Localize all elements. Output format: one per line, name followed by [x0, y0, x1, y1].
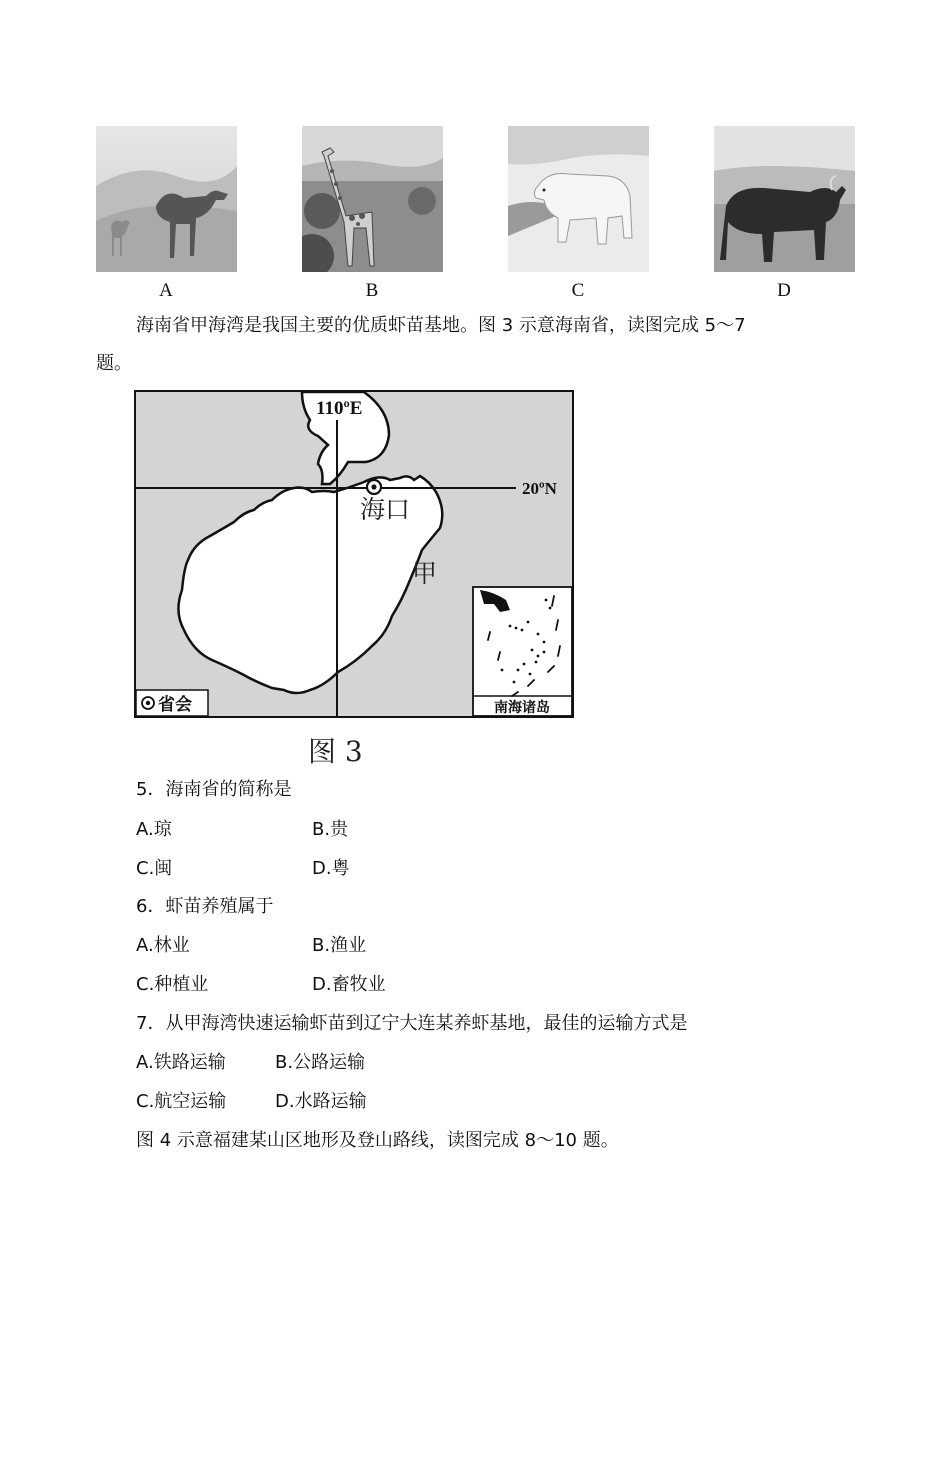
photo-label-c: C [571, 280, 585, 301]
yak-photo [714, 126, 855, 272]
legend-label: 省会 [158, 695, 192, 715]
photo-label-b: B [365, 280, 379, 301]
longitude-label: 110ºE [316, 398, 363, 419]
q6-option-c[interactable]: C.种植业 [136, 974, 209, 995]
intro-line-1: 海南省甲海湾是我国主要的优质虾苗基地。图 3 示意海南省，读图完成 5～7 [136, 315, 746, 336]
question-5-stem: 5．海南省的简称是 [136, 779, 292, 800]
photo-label-d: D [777, 280, 791, 301]
bay-label: 甲 [412, 559, 438, 588]
q6-option-a[interactable]: A.林业 [136, 935, 190, 956]
question-7-stem: 7．从甲海湾快速运输虾苗到辽宁大连某养虾基地，最佳的运输方式是 [136, 1013, 688, 1034]
hainan-map [134, 390, 574, 718]
q7-option-d[interactable]: D.水路运输 [275, 1091, 367, 1112]
inset-label: 南海诸岛 [494, 700, 550, 716]
q7-option-a[interactable]: A.铁路运输 [136, 1052, 226, 1073]
q7-option-b[interactable]: B.公路运输 [275, 1052, 366, 1073]
q6-option-b[interactable]: B.渔业 [312, 935, 367, 956]
q5-option-b[interactable]: B.贵 [312, 819, 349, 840]
latitude-label: 20ºN [522, 479, 557, 498]
question-6-stem: 6．虾苗养殖属于 [136, 896, 274, 917]
giraffe-photo [302, 126, 443, 272]
q5-option-d[interactable]: D.粤 [312, 858, 350, 879]
figure-caption: 图 3 [308, 735, 363, 768]
q5-option-c[interactable]: C.闽 [136, 858, 173, 879]
q7-option-c[interactable]: C.航空运输 [136, 1091, 227, 1112]
q6-option-d[interactable]: D.畜牧业 [312, 974, 386, 995]
intro-line-2: 题。 [96, 353, 132, 374]
photo-label-a: A [159, 280, 173, 301]
camel-photo [96, 126, 237, 272]
q5-option-a[interactable]: A.琼 [136, 819, 172, 840]
outro-text: 图 4 示意福建某山区地形及登山路线，读图完成 8～10 题。 [136, 1130, 619, 1151]
capital-label: 海口 [360, 495, 411, 524]
polar-bear-photo [508, 126, 649, 272]
